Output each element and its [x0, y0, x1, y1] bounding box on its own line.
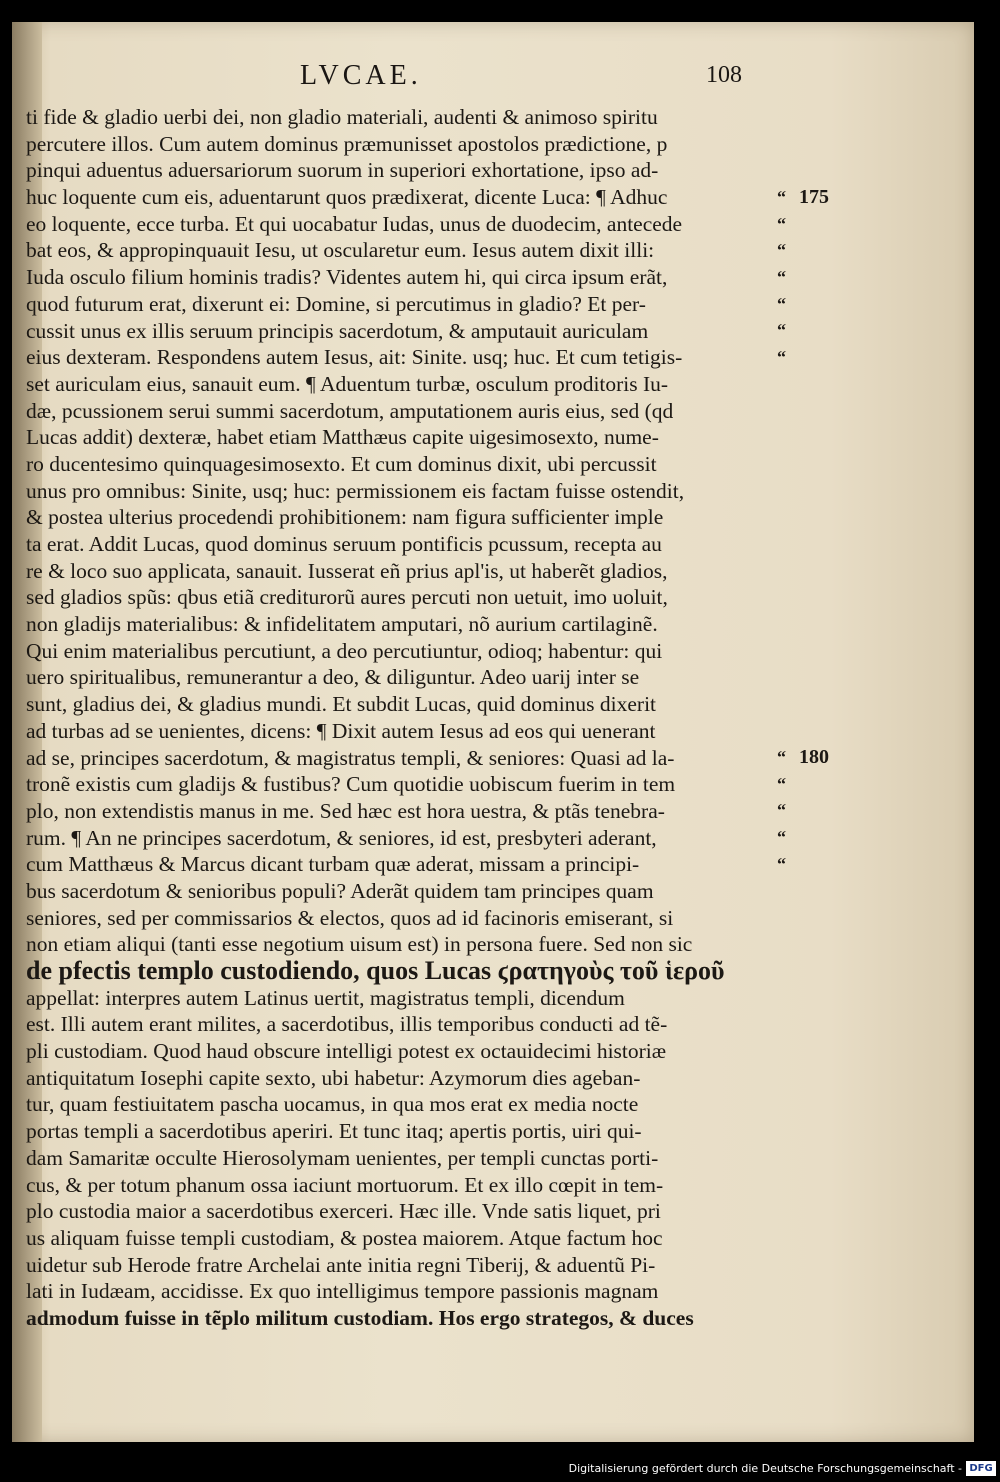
quote-mark: “	[777, 746, 786, 767]
text-line: cussit unus ex illis seruum principis sacerdotum, & amputauit auriculam	[26, 318, 649, 343]
text-line: de pfectis templo custodiendo, quos Lucas ϛρατηγοὺς τοῦ ἱεροῦ	[26, 958, 725, 985]
margin-number: 175	[799, 186, 829, 208]
book-page	[12, 22, 974, 1442]
text-line: percutere illos. Cum autem dominus præmunisset apostolos prædictione, p	[26, 131, 668, 156]
text-line: seniores, sed per commissarios & electos, quos ad id facinoris emiserant, si	[26, 905, 674, 930]
text-line: quod futurum erat, dixerunt ei: Domine, si percutimus in gladio? Et per-	[26, 291, 646, 316]
quote-mark: “	[777, 293, 786, 314]
margin-notes	[777, 104, 867, 877]
quote-mark: “	[777, 826, 786, 847]
quote-mark: “	[777, 213, 786, 234]
text-line: lati in Iudæam, accidisse. Ex quo intelligimus tempore passionis magnam	[26, 1279, 659, 1304]
text-line: dæ, pcussionem serui summi sacerdotum, amputationem auris eius, sed (qd	[26, 398, 674, 423]
footer-credit: Digitalisierung gefördert durch die Deutsche Forschungsgemeinschaft -	[568, 1462, 962, 1475]
text-line: Qui enim materialibus percutiunt, a deo percutiuntur, odioq; habentur: qui	[26, 638, 663, 663]
text-line: ro ducentesimo quinquagesimosexto. Et cum dominus dixit, ubi percussit	[26, 451, 657, 476]
text-line: cum Matthæus & Marcus dicant turbam quæ aderat, missam a principi-	[26, 852, 640, 877]
text-line: pli custodiam. Quod haud obscure intelligi potest ex octauidecimi historiæ	[26, 1039, 667, 1064]
text-line: sed gladios spũs: qbus etiã crediturorũ aures percuti non uetuit, imo uoluit,	[26, 585, 668, 610]
quote-mark: “	[777, 800, 786, 821]
text-line: plo custodia maior a sacerdotibus exerceri. Hæc ille. Vnde satis liquet, pri	[26, 1199, 661, 1224]
text-line: est. Illi autem erant milites, a sacerdotibus, illis temporibus conducti ad tẽ-	[26, 1012, 668, 1037]
body-text	[26, 104, 778, 1332]
page-header	[32, 60, 752, 100]
running-head: LVCAE.	[300, 60, 422, 91]
text-line: eo loquente, ecce turba. Et qui uocabatur Iudas, unus de duodecim, antecede	[26, 211, 683, 236]
quote-mark: “	[777, 240, 786, 261]
text-line: portas templi a sacerdotibus aperiri. Et tunc itaq; apertis portis, uiri qui-	[26, 1119, 642, 1144]
text-line: ta erat. Addit Lucas, quod dominus seruum pontificis pcussum, recepta au	[26, 532, 662, 556]
text-line: plo, non extendistis manus in me. Sed hæc est hora uestra, & ptãs tenebra-	[26, 798, 665, 823]
text-line: tronẽ existis cum gladijs & fustibus? Cum quotidie uobiscum fuerim in tem	[26, 772, 676, 797]
text-line: unus pro omnibus: Sinite, usq; huc: permissionem eis factam fuisse ostendit,	[26, 478, 685, 503]
text-line: appellat: interpres autem Latinus uertit, magistratus templi, dicendum	[26, 985, 625, 1010]
text-line: sunt, gladius dei, & gladius mundi. Et subdit Lucas, quid dominus dixerit	[26, 692, 657, 717]
text-line: set auriculam eius, sanauit eum. ¶ Aduentum turbæ, osculum proditoris Iu-	[26, 371, 669, 396]
text-line: tur, quam festiuitatem pascha uocamus, in qua mos erat ex media nocte	[26, 1092, 639, 1117]
text-line: ad turbas ad se uenientes, dicens: ¶ Dixit autem Iesus ad eos qui uenerant	[26, 718, 656, 743]
text-line: ti fide & gladio uerbi dei, non gladio materiali, audenti & animoso spiritu	[26, 105, 658, 129]
text-line: rum. ¶ An ne principes sacerdotum, & seniores, id est, presbyteri aderant,	[26, 825, 657, 850]
text-line: us aliquam fuisse templi custodiam, & postea maiorem. Atque factum hoc	[26, 1225, 663, 1250]
footer-bar	[0, 1458, 1000, 1482]
text-line: huc loquente cum eis, aduentarunt quos prædixerat, dicente Luca: ¶ Adhuc	[26, 185, 668, 210]
quote-mark: “	[777, 187, 786, 207]
text-line: admodum fuisse in tẽplo militum custodiam. Hos ergo strategos, & duces	[26, 1305, 694, 1330]
text-line: & postea ulterius procedendi prohibitionem: nam figura sufficienter imple	[26, 505, 664, 530]
folio-number: 108	[706, 62, 742, 88]
text-line: non gladijs materialibus: & infidelitatem amputari, nõ aurium cartilaginẽ.	[26, 612, 658, 637]
text-line: re & loco suo applicata, sanauit. Iusserat eñ prius apl'is, ut haberẽt gladios,	[26, 558, 668, 583]
text-line: non etiam aliqui (tanti esse negotium uisum est) in persona fuere. Sed non sic	[26, 932, 693, 957]
quote-mark: “	[777, 267, 786, 288]
text-line: pinqui aduentus aduersariorum suorum in superiori exhortatione, ipso ad-	[26, 158, 659, 183]
text-line: Lucas addit) dexteræ, habet etiam Matthæus capite uigesimosexto, nume-	[26, 425, 659, 450]
quote-mark: “	[777, 347, 786, 368]
text-line: antiquitatum Iosephi capite sexto, ubi habetur: Azymorum dies ageban-	[26, 1065, 641, 1090]
text-line: ad se, principes sacerdotum, & magistratus templi, & seniores: Quasi ad la-	[26, 745, 675, 770]
quote-mark: “	[777, 320, 786, 341]
text-line: uidetur sub Herode fratre Archelai ante initia regni Tiberij, & aduentũ Pi-	[26, 1252, 656, 1277]
margin-number: 180	[799, 745, 829, 768]
text-line: cus, & per totum phanum ossa iaciunt mortuorum. Et ex illo cœpit in tem-	[26, 1172, 664, 1197]
text-line: bat eos, & appropinquauit Iesu, ut oscularetur eum. Iesus autem dixit illi:	[26, 238, 655, 263]
text-line: eius dexteram. Respondens autem Iesus, ait: Sinite. usq; huc. Et cum tetigis-	[26, 345, 683, 370]
dfg-logo: DFG	[966, 1461, 996, 1476]
quote-mark: “	[777, 853, 786, 874]
text-line: bus sacerdotum & senioribus populi? Aderãt quidem tam principes quam	[26, 878, 654, 903]
quote-mark: “	[777, 773, 786, 794]
text-line: dam Samaritæ occulte Hierosolymam uenientes, per templi cunctas porti-	[26, 1145, 659, 1170]
text-line: uero spiritualibus, remunerantur a deo, & diliguntur. Adeo uarij inter se	[26, 665, 640, 690]
text-line: Iuda osculo filium hominis tradis? Videntes autem hi, qui circa ipsum erãt,	[26, 265, 668, 290]
